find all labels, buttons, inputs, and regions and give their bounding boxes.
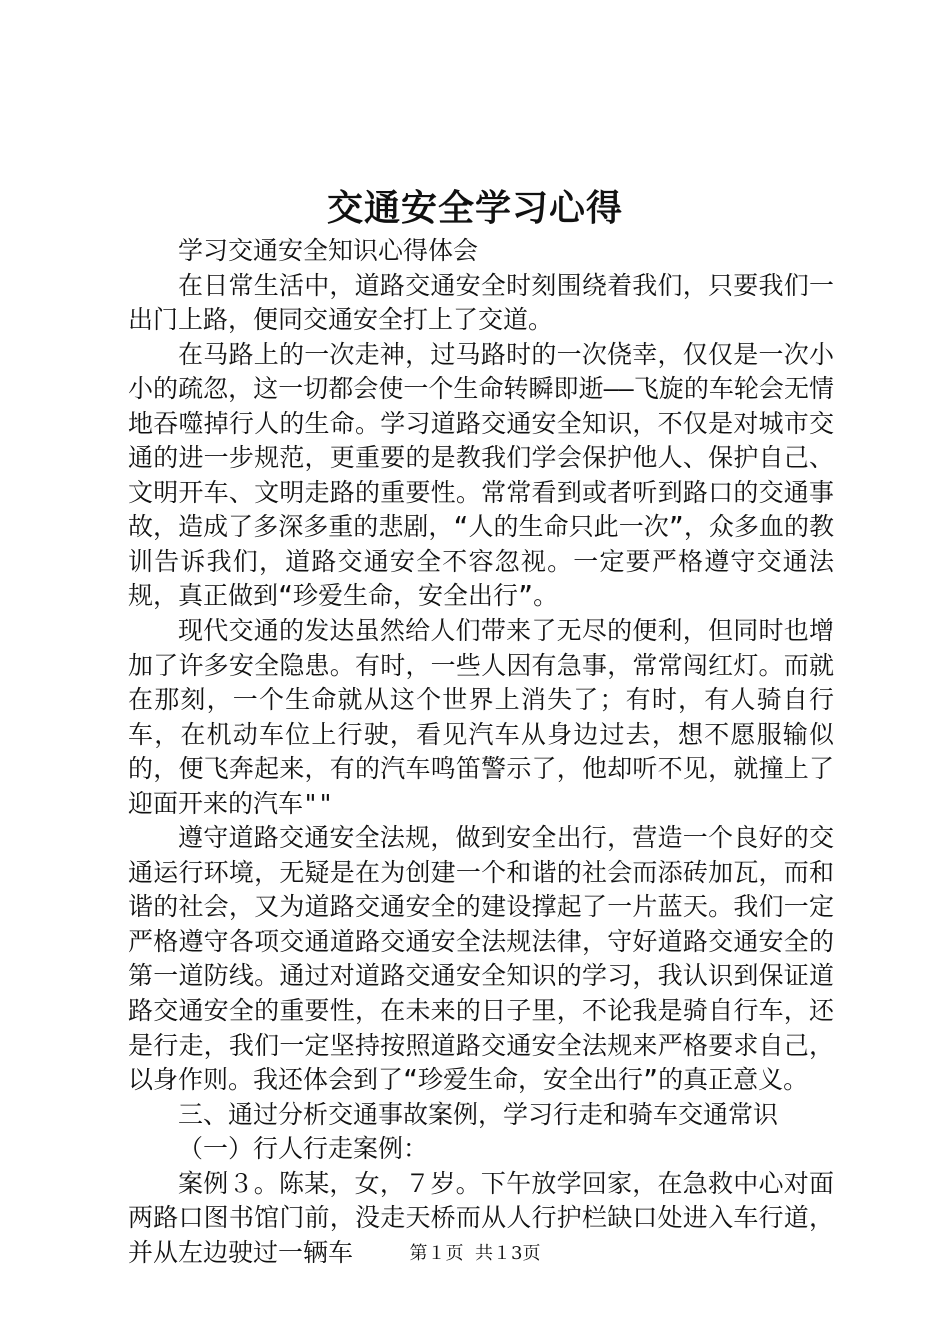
document-title: 交通安全学习心得 — [326, 187, 623, 229]
subsection-heading: （一）行人行走案例： — [178, 1134, 429, 1164]
paragraph: 在日常生活中，道路交通安全时刻围绕着我们，只要我们一出门上路，便同交通安全打上了交道。 — [128, 270, 834, 335]
paragraph: 遵守道路交通安全法规，做到安全出行，营造一个良好的交通运行环境，无疑是在为创建一个和谐的社会而添砖加瓦，而和谐的社会，又为道路交通安全的建设撑起了一片蓝天。我们一定严格遵守各项交通道路交通安全法规法律，守好道路交通安全的第一道防线。通过对道路交通安全知识的学习，我认识到保证道路交通安全的重要性，在未来的日子里，不论我是骑自行车，还是行走，我们一定坚持按照道路交通安全法规来严格要求自己，以身作则。我还体会到了“珍爱生命，安全出行”的真正意义。 — [128, 823, 834, 1095]
paragraph: 案例３。陈某，女，７岁。下午放学回家，在急救中心对面两路口图书馆门前，没走天桥而从人行护栏缺口处进入车行道，并从左边驶过一辆车 — [128, 1168, 834, 1267]
paragraph: 现代交通的发达虽然给人们带来了无尽的便利，但同时也增加了许多安全隐患。有时，一些人因有急事，常常闯红灯。而就在那刻，一个生命就从这个世界上消失了；有时，有人骑自行车，在机动车位上行驶，看见汽车从身边过去，想不愿服输似的，便飞奔起来，有的汽车鸣笛警示了，他却听不见，就撞上了迎面开来的汽车"" — [128, 616, 834, 818]
document-body — [128, 234, 834, 1270]
paragraph-subtitle: 学习交通安全知识心得体会 — [178, 236, 479, 265]
section-heading: 三、通过分析交通事故案例，学习行走和骑车交通常识 — [178, 1099, 779, 1129]
paragraph: 在马路上的一次走神，过马路时的一次侥幸，仅仅是一次小小的疏忽，这一切都会使一个生命转瞬即逝——飞旋的车轮会无情地吞噬掉行人的生命。学习道路交通安全知识，不仅是对城市交通的进一步规范，更重要的是教我们学会保护他人、保护自己、文明开车、文明走路的重要性。常常看到或者听到路口的交通事故，造成了多深多重的悲剧，“人的生命只此一次”，众多血的教训告诉我们，道路交通安全不容忽视。一定要严格遵守交通法规，真正做到“珍爱生命，安全出行”。 — [128, 339, 834, 611]
page-footer — [0, 1242, 950, 1266]
page-number-label: 第１页 共１3页 — [409, 1243, 541, 1264]
